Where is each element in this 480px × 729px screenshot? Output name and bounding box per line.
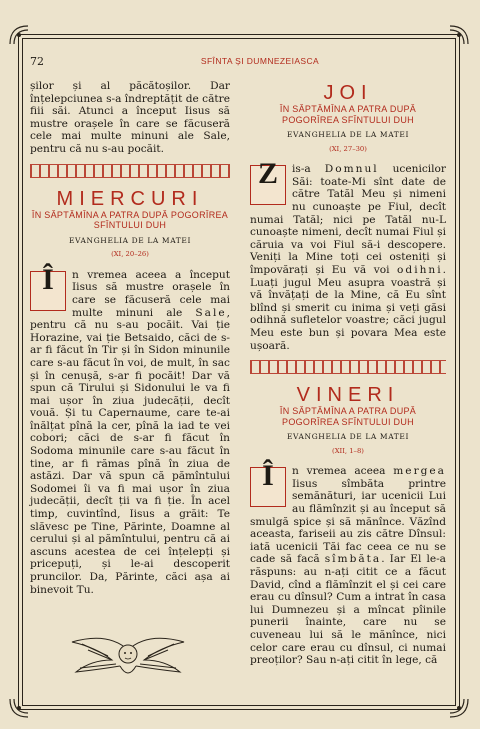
gospel-heading: EVANGHELIA DE LA MATEI [68,235,192,245]
drop-cap: Z [250,165,286,205]
running-title: SFÎNTA ȘI DUMNEZEIASCA [200,56,320,66]
ornamental-divider [250,360,446,374]
section-subtitle: ÎN SĂPTĂMÎNA A PATRA DUPĂ POGORÎREA SFÎNTULUI DUH [279,406,417,427]
page-number: 72 [30,55,44,68]
section-title-vineri: VINERI [296,384,400,407]
reading-text-miercuri: Î n vremea aceea a început Iisus să mustre orașele în care se făcuseră cele mai multe minuni ale Sale, pentru că nu s-au pocăit. Vai ție Horazine, vai ție Betsaido, căci de s-ar fi făcut în Tir și în Sidon minunile care s-au făcut în voi, de mult, în sac și în cenușă, s-ar fi pocăit! Dar vă spun că Tirului și Sidonului le va fi mai ușor în ziua judecății, decît vouă. Și tu Capernaume, care te-ai înălțat pînă la cer, pînă la iad te vei cobori; căci de s-ar fi făcut în Sodoma minunile care s-au făcut în tine, ar fi rămas pînă în ziua de astăzi. Dar vă spun că pămîntului Sodomei îi va fi mai ușor în ziua judecății, decît ții va fi ție. În acel timp, cuvintînd, Iisus a grăit: Te slăvesc pe Tine, Părinte, Doamne al cerului și al pămîntului, pentru că ai ascuns acestea de cei înțelepți și pricepuți, și le-ai descoperit pruncilor. Da, Părinte, căci așa ai binevoit Tu. [30,262,230,596]
gospel-heading: EVANGHELIA DE LA MATEI [286,432,410,442]
gospel-reference: (XI, 20–26) [111,250,149,259]
corner-ornament-icon [8,24,30,46]
reading-text-joi: Z is-a Domnul ucenicilor Săi: toate-Mi sînt date de către Tatăl Meu și nimeni nu cunoaște pe Fiul, decît numai Tatăl; nici pe Tatăl nu-L cunoaște nimeni, decît numai Fiul și căruia va voi Fiul să-i descopere. Veniți la Mine toți cei osteniți și împovărați și Eu vă voi odihni. Luați jugul Meu asupra voastră și vă învățați de la Mine, că Eu sînt blînd și smerit cu inima și veți găsi odihnă sufletelor voastre; căci jugul Meu este bun și povara Mea este ușoară. [250,157,446,352]
section-title-miercuri: MIERCURI [56,187,204,210]
winged-angel-ornament-icon [68,630,188,686]
corner-ornament-icon [8,697,30,719]
corner-ornament-icon [448,697,470,719]
gospel-reference: (XII, 1–8) [332,446,364,455]
reading-text-vineri: Î n vremea aceea mergea Iisus sîmbăta printre semănături, iar ucenicii Lui au flămînzit și au început să smulgă spice și să mănînce. Văzînd aceasta, fariseii au zis către Dînsul: iată ucenicii Tăi fac ceea ce nu se cade să facă sîmbăta. Iar El le-a răspuns: au n-ați citit ce a făcut David, cînd a flămînzit el și cei care erau cu dînsul? Cum a intrat în casa lui Dumnezeu și a mîncat pîinile punerii înainte, care nu se cuveneau lui să le mănînce, nici celor care erau cu dînsul, ci numai preoților? Sau n-ați citit în lege, că [250,459,446,667]
section-subtitle: ÎN SĂPTĂMÎNA A PATRA DUPĂ POGORÎREA SFÎNTULUI DUH [279,104,417,125]
drop-cap: Î [250,467,286,507]
left-column [30,80,230,596]
ornamental-divider [30,164,230,178]
corner-ornament-icon [448,24,470,46]
continuation-text: șilor și al păcătoșilor. Dar înțelepciunea s-a îndreptățit de către fiii săi. Atunci a început Iisus să mustre orașele în care se făcuseră cele mai multe minuni ale Sale, pentru că nu s-au pocăit. [30,80,231,155]
drop-cap: Î [30,271,66,311]
gospel-reference: (XI, 27–30) [329,144,367,153]
page-header [30,55,450,69]
gospel-heading: EVANGHELIA DE LA MATEI [286,130,410,139]
section-title-joi: JOI [323,82,373,104]
section-subtitle: ÎN SĂPTĂMÎNA A PATRA DUPĂ POGORÎREA SFÎNTULUI DUH [31,209,229,231]
right-column [250,80,446,667]
